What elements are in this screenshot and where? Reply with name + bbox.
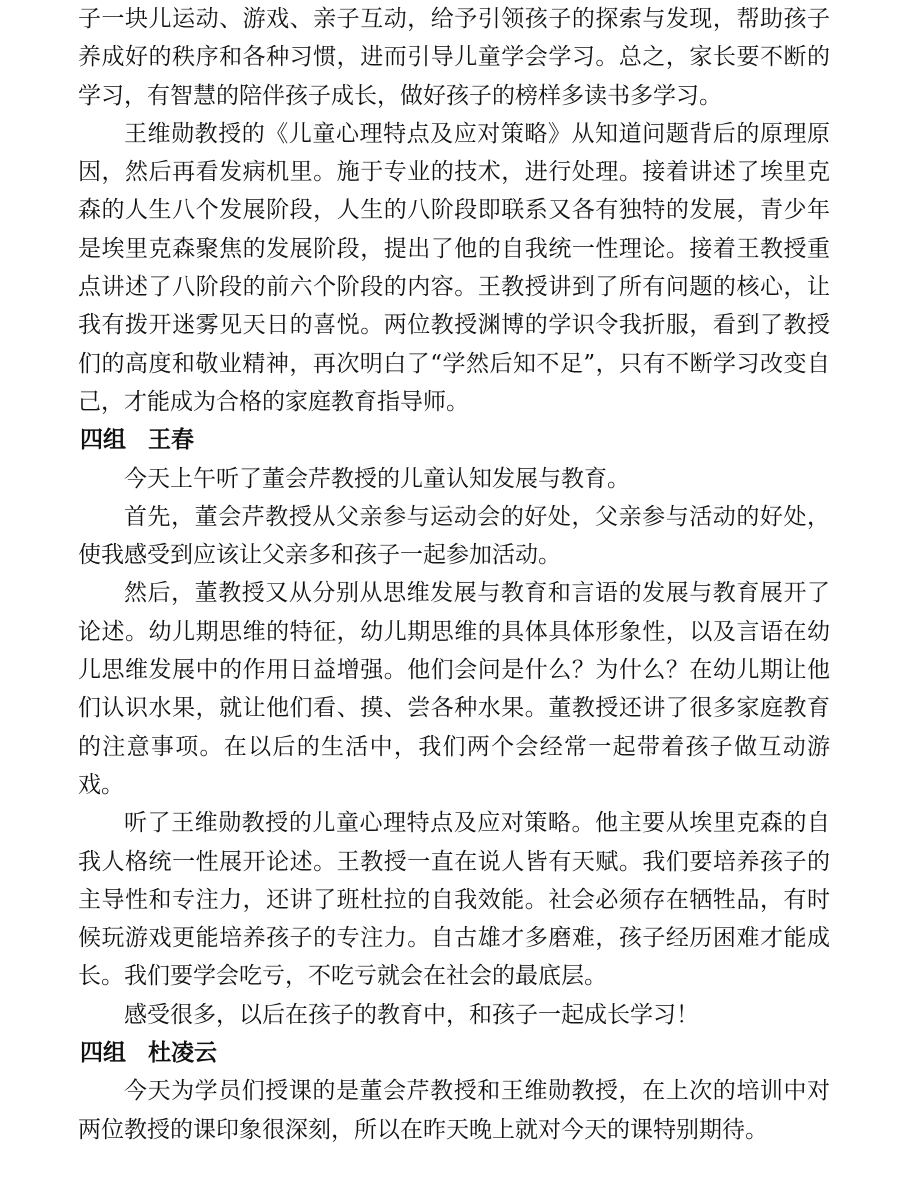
heading-group: 四组	[80, 1040, 126, 1067]
paragraph: 今天为学员们授课的是董会芹教授和王维勋教授，在上次的培训中对两位教授的课印象很深刻，所以在昨天晚上就对今天的课特别期待。	[78, 1078, 830, 1143]
section-heading	[78, 1034, 830, 1072]
paragraph: 听了王维勋教授的儿童心理特点及应对策略。他主要从埃里克森的自我人格统一性展开论述。王教授一直在说人皆有天赋。我们要培养孩子的主导性和专注力，还讲了班杜拉的自我效能。社会必须存在牺牲品，有时候玩游戏更能培养孩子的专注力。自古雄才多磨难，孩子经历困难才能成长。我们要学会吃亏，不吃亏就会在社会的最底层。	[78, 810, 830, 990]
heading-group: 四组	[80, 427, 126, 454]
paragraph: 然后，董教授又从分别从思维发展与教育和言语的发展与教育展开了论述。幼儿期思维的特征，幼儿期思维的具体具体形象性，以及言语在幼儿思维发展中的作用日益增强。他们会问是什么？为什么？在幼儿期让他们认识水果，就让他们看、摸、尝各种水果。董教授还讲了很多家庭教育的注意事项。在以后的生活中，我们两个会经常一起带着孩子做互动游戏。	[78, 580, 830, 798]
document-page	[78, 0, 830, 1149]
paragraph: 感受很多，以后在孩子的教育中，和孩子一起成长学习！	[124, 1001, 699, 1028]
paragraph: 王维勋教授的《儿童心理特点及应对策略》从知道问题背后的原理原因，然后再看发病机里。施于专业的技术，进行处理。接着讲述了埃里克森的人生八个发展阶段，人生的八阶段即联系又各有独特的发展，青少年是埃里克森聚焦的发展阶段，提出了他的自我统一性理论。接着王教授重点讲述了八阶段的前六个阶段的内容。王教授讲到了所有问题的核心，让我有拨开迷雾见天日的喜悦。两位教授渊博的学识令我折服，看到了教授们的高度和敬业精神，再次明白了“学然后知不足”，只有不断学习改变自己，才能成为合格的家庭教育指导师。	[78, 120, 830, 415]
section-heading	[78, 421, 830, 459]
paragraph: 首先，董会芹教授从父亲参与运动会的好处，父亲参与活动的好处，使我感受到应该让父亲多和孩子一起参加活动。	[78, 503, 830, 569]
paragraph: 今天上午听了董会芹教授的儿童认知发展与教育。	[124, 465, 630, 492]
paragraph-continuation: 子一块儿运动、游戏、亲子互动，给予引领孩子的探索与发现，帮助孩子养成好的秩序和各种习惯，进而引导儿童学会学习。总之，家长要不断的学习，有智慧的陪伴孩子成长，做好孩子的榜样多读书多学习。	[78, 6, 830, 109]
heading-author: 王春	[148, 427, 194, 454]
heading-author: 杜凌云	[148, 1040, 217, 1067]
